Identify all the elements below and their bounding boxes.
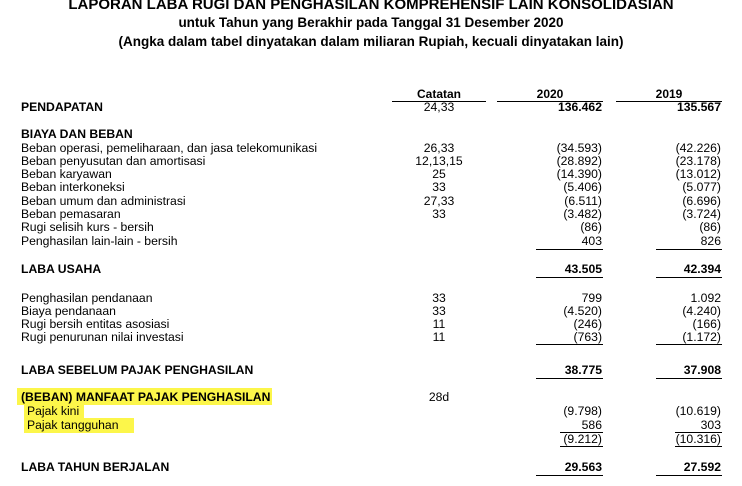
- statement-title: LAPORAN LABA RUGI DAN PENGHASILAN KOMPREHENSIF LAIN KONSOLIDASIAN: [68, 0, 674, 13]
- row-value-2019: (5.077): [682, 180, 721, 194]
- section-heading-row: [0, 127, 742, 141]
- row-note: 26,33: [423, 141, 455, 155]
- row-value-2020: (9.798): [563, 404, 602, 418]
- row-value-2020: 136.462: [557, 100, 602, 114]
- row-value-2020: (9.212): [563, 432, 602, 446]
- row-value-2020: (14.390): [556, 167, 602, 181]
- row-value-2020: (5.406): [563, 180, 602, 194]
- table-row: [0, 180, 742, 194]
- row-note: 33: [432, 207, 446, 221]
- row-label: Beban operasi, pemeliharaan, dan jasa telekomunikasi: [21, 141, 318, 155]
- row-note: 24,33: [423, 100, 455, 114]
- row-label: Beban umum dan administrasi: [21, 194, 186, 208]
- row-value-2020: (28.892): [556, 154, 602, 168]
- row-value-2019: (13.012): [675, 167, 721, 181]
- table-row: [0, 167, 742, 181]
- row-value-2019: (86): [699, 220, 721, 234]
- row-value-2019: (3.724): [682, 207, 721, 221]
- subtotal-rule: [656, 277, 722, 278]
- row-value-2019: 42.394: [683, 262, 721, 276]
- row-value-2020: (34.593): [556, 141, 602, 155]
- subtotal-rule: [656, 378, 722, 379]
- row-label: Beban pemasaran: [21, 207, 121, 221]
- row-value-2019: 1.092: [690, 291, 721, 305]
- table-row: [0, 390, 742, 404]
- row-label: Biaya pendanaan: [21, 304, 116, 318]
- row-value-2019: (10.316): [675, 432, 721, 446]
- subtotal-rule: [656, 249, 722, 250]
- row-value-2019: 303: [700, 418, 721, 432]
- row-value-2020: 403: [581, 234, 602, 248]
- row-value-2020: 38.775: [564, 363, 602, 377]
- row-value-2019: 135.567: [676, 100, 721, 114]
- total-rule: [536, 475, 603, 476]
- row-label: Beban penyusutan dan amortisasi: [21, 154, 206, 168]
- row-value-2020: 29.563: [564, 460, 602, 474]
- row-value-2019: (166): [692, 317, 721, 331]
- row-label: Beban karyawan: [21, 167, 112, 181]
- row-note: 28d: [428, 390, 450, 404]
- row-value-2020: (246): [573, 317, 602, 331]
- row-note: 25: [432, 167, 446, 181]
- row-label: Rugi bersih entitas asosiasi: [21, 317, 170, 331]
- row-note: 11: [432, 330, 446, 344]
- total-rule: [656, 475, 722, 476]
- row-value-2020: 799: [581, 291, 602, 305]
- row-label: Beban interkoneksi: [21, 180, 125, 194]
- table-row: [0, 291, 742, 305]
- row-value-2019: (23.178): [675, 154, 721, 168]
- row-value-2020: 586: [581, 418, 602, 432]
- table-row: [0, 194, 742, 208]
- row-label: LABA TAHUN BERJALAN: [21, 460, 170, 474]
- row-label: PENDAPATAN: [21, 100, 103, 114]
- row-label: (BEBAN) MANFAAT PAJAK PENGHASILAN: [21, 390, 271, 404]
- table-row: [0, 141, 742, 155]
- row-value-2019: (4.240): [682, 304, 721, 318]
- row-value-2019: (1.172): [682, 330, 721, 344]
- subtotal-rule: [536, 378, 603, 379]
- row-value-2019: (42.226): [675, 141, 721, 155]
- row-value-2020: (86): [580, 220, 602, 234]
- row-value-2019: 826: [700, 234, 721, 248]
- table-row: [0, 363, 742, 377]
- statement-subtitle: untuk Tahun yang Berakhir pada Tanggal 31 Desember 2020: [178, 15, 564, 30]
- row-note: 33: [432, 304, 446, 318]
- table-row: [0, 330, 742, 344]
- row-value-2020: (763): [573, 330, 602, 344]
- row-label: Penghasilan lain-lain - bersih: [21, 234, 178, 248]
- table-row: [0, 220, 742, 234]
- row-label: Penghasilan pendanaan: [21, 291, 153, 305]
- subtotal-rule: [560, 446, 603, 447]
- table-row: [0, 418, 742, 432]
- subtotal-rule: [536, 249, 603, 250]
- table-row: [0, 100, 742, 114]
- row-value-2020: (3.482): [563, 207, 602, 221]
- table-row: [0, 207, 742, 221]
- row-label: LABA USAHA: [21, 262, 102, 276]
- row-value-2019: 27.592: [683, 460, 721, 474]
- row-note: 11: [432, 317, 446, 331]
- table-row: [0, 460, 742, 474]
- row-value-2019: (10.619): [675, 404, 721, 418]
- subtotal-rule: [675, 446, 722, 447]
- statement-unit-note: (Angka dalam tabel dinyatakan dalam miliaran Rupiah, kecuali dinyatakan lain): [118, 34, 624, 49]
- row-value-2019: 37.908: [683, 363, 721, 377]
- row-value-2020: (6.511): [564, 194, 602, 208]
- subtotal-rule: [536, 277, 603, 278]
- row-note: 33: [432, 291, 446, 305]
- row-value-2019: (6.696): [682, 194, 721, 208]
- row-value-2020: 43.505: [564, 262, 602, 276]
- row-note: 12,13,15: [415, 154, 463, 168]
- row-note: 33: [432, 180, 446, 194]
- subtotal-rule: [656, 344, 722, 345]
- table-row: [0, 234, 742, 248]
- row-label: Pajak tangguhan: [27, 418, 119, 432]
- table-row: [0, 404, 742, 418]
- subtotal-rule: [536, 344, 603, 345]
- table-row: [0, 317, 742, 331]
- row-label: Rugi selisih kurs - bersih: [21, 220, 154, 234]
- row-label: Rugi penurunan nilai investasi: [21, 330, 184, 344]
- column-header-2019: 2019: [655, 87, 683, 101]
- table-row: [0, 262, 742, 276]
- column-header-note: Catatan: [416, 87, 461, 101]
- table-row: [0, 154, 742, 168]
- table-row: [0, 304, 742, 318]
- column-header-2020: 2020: [536, 87, 564, 101]
- row-note: 27,33: [423, 194, 455, 208]
- row-value-2020: (4.520): [563, 304, 602, 318]
- section-heading: BIAYA DAN BEBAN: [21, 127, 133, 141]
- row-label: Pajak kini: [27, 404, 80, 418]
- row-label: LABA SEBELUM PAJAK PENGHASILAN: [21, 363, 254, 377]
- table-row: [0, 432, 742, 446]
